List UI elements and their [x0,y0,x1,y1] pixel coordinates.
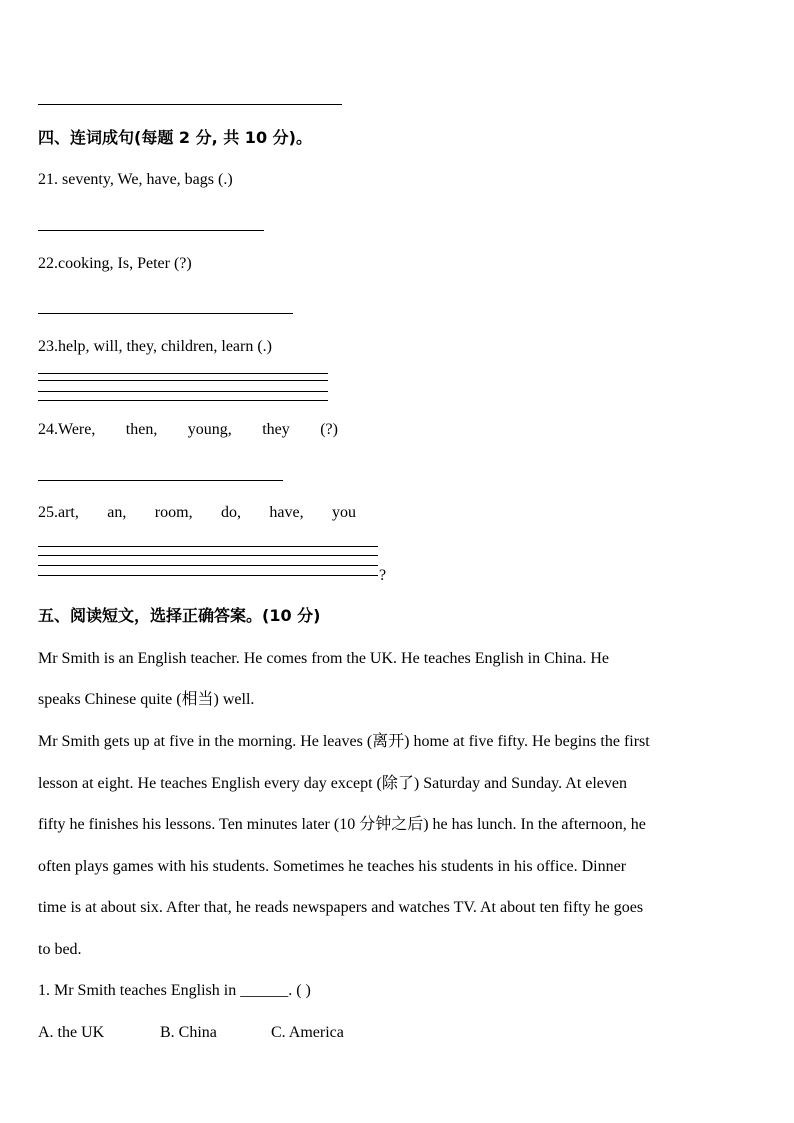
question-25-end-mark: ? [379,567,387,584]
question-1-stem: 1. Mr Smith teaches English in ______. ( ) [38,982,311,999]
answer-line-23c [38,391,328,392]
question-25-word: an, [107,504,127,521]
passage-line-1: Mr Smith is an English teacher. He comes from the UK. He teaches English in China. He [38,650,609,667]
question-24-word: (?) [320,421,338,438]
question-25-word: you [332,504,356,521]
section-5-heading: 五、阅读短文，选择正确答案。(10 分) [38,606,321,625]
question-24 [38,420,338,440]
answer-line-23a [38,373,328,374]
question-24-word: then, [125,421,158,438]
option-b: B. China [160,1024,217,1041]
question-24-word: they [262,421,290,438]
answer-line-23d [38,400,328,401]
passage-line-6: often plays games with his students. Sometimes he teaches his students in his office. Dinner [38,858,627,875]
question-23: 23.help, will, they, children, learn (.) [38,338,272,355]
passage-line-2: speaks Chinese quite (相当) well. [38,691,255,708]
passage-line-3: Mr Smith gets up at five in the morning. He leaves (离开) home at five fifty. He begins the first [38,733,650,750]
answer-line-25d [38,575,378,576]
option-a: A. the UK [38,1024,105,1041]
question-25-word: room, [154,504,193,521]
question-25-word: do, [220,504,241,521]
passage-line-5: fifty he finishes his lessons. Ten minutes later (10 分钟之后) he has lunch. In the afternoon, he [38,816,646,833]
answer-line [38,104,342,105]
answer-line-22 [38,313,293,314]
answer-line-25c [38,565,378,566]
question-21: 21. seventy, We, have, bags (.) [38,171,233,188]
answer-line-25b [38,555,378,556]
section-4-heading: 四、连词成句(每题 2 分, 共 10 分)。 [38,128,312,147]
answer-line-24 [38,480,283,481]
question-24-word: young, [187,421,232,438]
question-25-word: have, [269,504,304,521]
answer-line-21 [38,230,264,231]
answer-line-25a [38,546,378,547]
passage-line-7: time is at about six. After that, he reads newspapers and watches TV. At about ten fifty he goes [38,899,644,916]
question-25 [38,503,356,523]
question-22: 22.cooking, Is, Peter (?) [38,255,192,272]
passage-line-4: lesson at eight. He teaches English every day except (除了) Saturday and Sunday. At eleven [38,775,628,792]
answer-line-23b [38,380,328,381]
question-24-word: 24.Were, [38,421,96,438]
passage-line-8: to bed. [38,941,82,958]
option-c: C. America [271,1024,344,1041]
question-25-word: 25.art, [38,504,79,521]
